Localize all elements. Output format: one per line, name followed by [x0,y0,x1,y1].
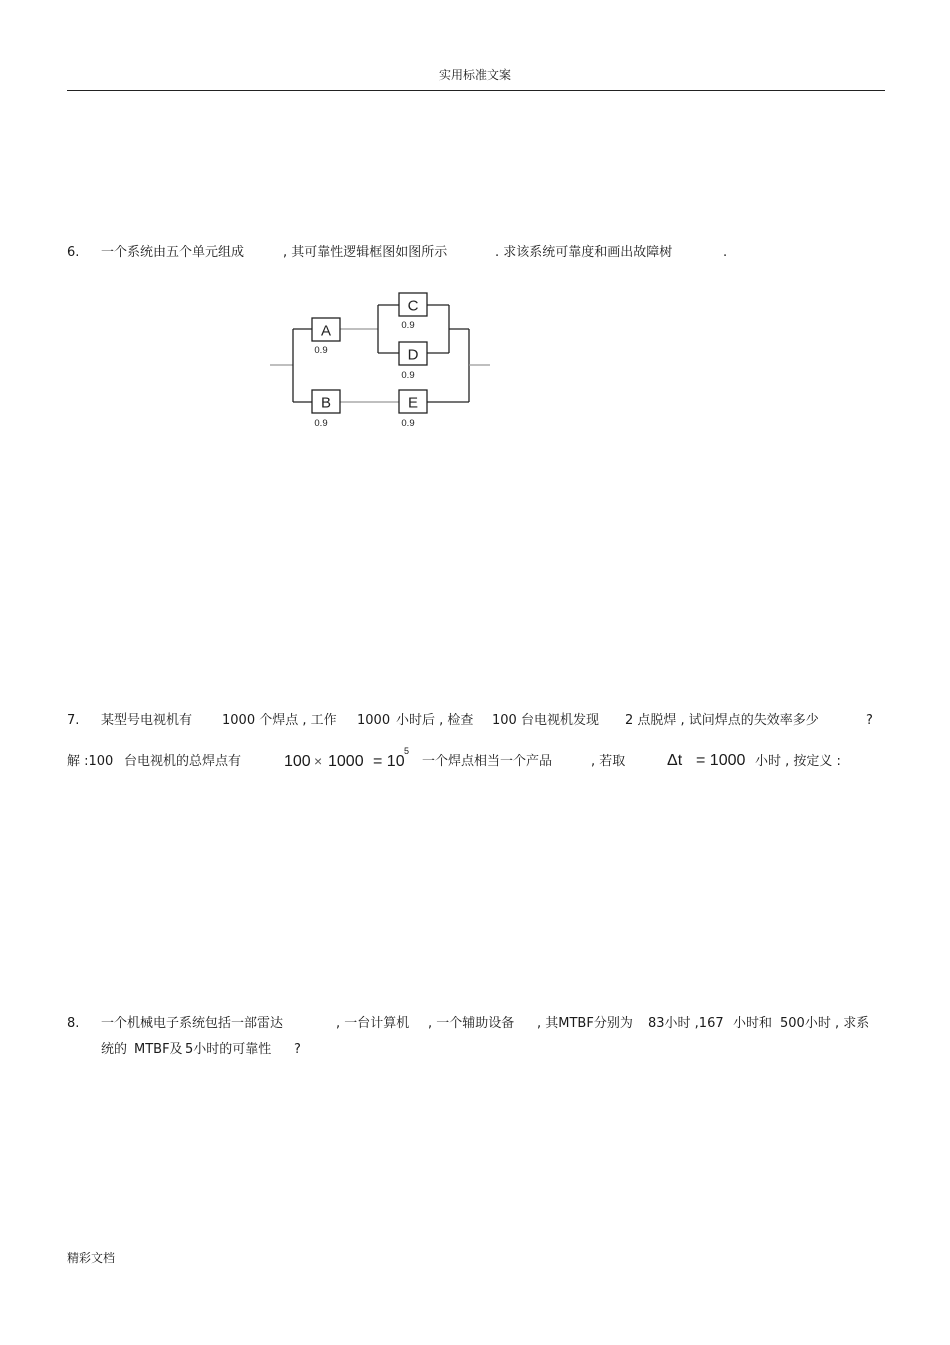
q7-solution-text-2: 一个焊点相当一个产品 [422,754,553,769]
unit-b [312,390,340,429]
unit-e-label: E [407,394,419,412]
q7-text-6: 2 点脱焊 , 试问焊点的失效率多少 [625,713,819,728]
unit-a-value: 0.9 [314,345,328,356]
unit-b-label: B [320,394,332,412]
q7-math-times: × [314,753,323,769]
q7-math-equals-1000: = 1000 [696,752,746,769]
q7-solution-text-4: 小时 , 按定义 : [755,754,841,769]
q7-solution-text-1: 台电视机的总焊点有 [124,754,242,769]
q8-line1-b: , 一台计算机 [336,1016,410,1031]
q6-text-2: , 其可靠性逻辑框图如图所示 [283,245,448,260]
unit-c-label: C [407,297,419,315]
q8-number: 8. [67,1016,80,1031]
q7-solution-text-3: , 若取 [591,754,626,769]
q8-line1-g: 500小时 , 求系 [780,1016,870,1031]
q6-text-4: . [723,245,728,260]
q8-line1-f: 小时和 [733,1016,773,1031]
unit-d [399,342,427,381]
unit-a [312,318,340,356]
unit-d-value: 0.9 [401,370,415,381]
q7-text-3: 1000 [357,713,391,728]
q7-math-equals-10: = 10 [373,753,405,770]
q7-math-100: 100 [284,753,311,770]
unit-d-label: D [407,346,419,364]
unit-c [399,293,427,331]
q6-text-3: . 求该系统可靠度和画出故障树 [495,245,673,260]
q7-math-1000: 1000 [328,753,364,770]
q7-solution-prefix: 解 :100 [67,754,114,769]
q8-line1-c: , 一个辅助设备 [428,1016,515,1031]
q7-text-2: 1000 个焊点 , 工作 [222,713,337,728]
unit-b-value: 0.9 [314,418,328,429]
q8-line2-d: ? [294,1042,301,1057]
unit-e-value: 0.9 [401,418,415,429]
q8-line2-c: 5小时的可靠性 [185,1042,272,1057]
q7-text-5: 100 台电视机发现 [492,713,599,728]
q7-number: 7. [67,713,80,728]
q7-math-exponent: 5 [404,746,410,756]
unit-c-value: 0.9 [401,320,415,331]
header-rule [67,90,885,91]
q8-line1-a: 一个机械电子系统包括一部雷达 [101,1016,284,1031]
q7-text-7: ? [866,713,873,728]
unit-a-label: A [320,322,332,340]
q8-line1-e: 83小时 ,167 [648,1016,724,1031]
q7-text-4: 小时后 , 检查 [396,713,474,728]
q8-line1-d: , 其MTBF分别为 [537,1016,633,1031]
page-header-title: 实用标准文案 [438,68,511,82]
q7-text-1: 某型号电视机有 [101,713,193,728]
q6-text-1: 一个系统由五个单元组成 [101,245,245,260]
reliability-block-diagram [265,285,500,435]
page-footer: 精彩文档 [67,1251,116,1265]
q8-line2-a: 统的 [101,1042,128,1057]
q7-math-delta-t: Δt [667,752,683,769]
q8-line2-b: MTBF及 [134,1042,183,1057]
unit-e [399,390,427,429]
q6-number: 6. [67,245,80,260]
